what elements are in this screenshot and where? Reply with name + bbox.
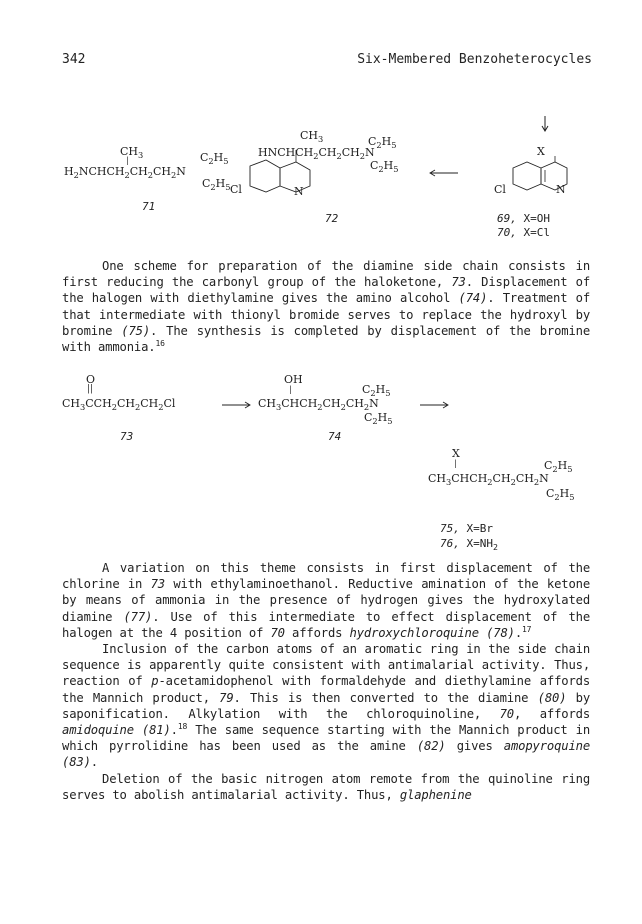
quinoline-72-icon — [238, 158, 328, 198]
footnote-17: 17 — [522, 624, 532, 634]
p2-d: affords — [284, 625, 350, 640]
label-76-num: 76, — [440, 537, 460, 550]
p3-drug1: amidoquine (81) — [62, 723, 171, 738]
c74-formula: $CH_3CHCH_2CH_2CH_2N$ — [258, 397, 379, 413]
c75-x: X — [452, 447, 460, 460]
c72-cl: Cl — [230, 183, 242, 196]
p2-ref-70: 70 — [270, 625, 285, 640]
p2-c: . Use of this intermediate to effect displacement of the halogen at the 4 position of — [62, 609, 591, 640]
p3-ref-79: 79 — [219, 690, 234, 705]
p3-f: . — [170, 723, 178, 738]
p2-b: with ethylaminoethanol. Reductive amination of the ketone by means of ammonia in the presence of hydrogen gives the hydroxylated diamine — [62, 577, 591, 624]
label-69-num: 69, — [497, 212, 517, 225]
label-70-sub: X=Cl — [523, 226, 550, 239]
label-76 — [440, 537, 498, 553]
para1-text-b: . Displacement of the halogen with diethylamine gives the amino alcohol — [62, 275, 591, 306]
c69-n: N — [556, 183, 566, 196]
label-74: 74 — [328, 430, 342, 443]
body-text — [62, 560, 590, 803]
label-69 — [497, 212, 550, 225]
c71-et1: $C_2H_5$ — [200, 151, 229, 167]
c69-cl: Cl — [494, 183, 506, 196]
c73-double-bond: || — [87, 384, 94, 394]
ref-75: (75) — [121, 323, 151, 338]
footnote-16: 16 — [155, 338, 165, 348]
p3-c: . This is then converted to the diamine — [233, 690, 538, 705]
label-70 — [497, 226, 550, 239]
p2-ref-73: 73 — [150, 577, 165, 592]
p3-b: -acetamidophenol with formaldehyde and diethylamine affords the Mannich product, — [62, 674, 590, 705]
footnote-18: 18 — [177, 721, 188, 731]
c74-et2: $C_2H_5$ — [364, 411, 393, 427]
c74-oh: OH — [284, 373, 303, 386]
c71-ch3: $CH_3$ — [120, 145, 144, 161]
p2-a: A variation on this theme consists in first displacement of the chlorine in — [62, 561, 590, 592]
p2-e: . — [514, 625, 522, 640]
p3-d: by saponification. Alkylation with the chloroquinoline, — [62, 690, 591, 721]
p3-h: gives — [445, 739, 504, 754]
c72-chain: $HNCHCH_2CH_2CH_2N$ — [258, 146, 375, 162]
left-arrow-icon — [428, 168, 460, 178]
paragraph-3 — [62, 641, 590, 771]
c71-bond: | — [126, 156, 129, 165]
p3-i: . — [90, 755, 98, 770]
p3-drug2: amopyroquine (83) — [62, 739, 591, 770]
p2-drug: hydroxychloroquine (78) — [349, 625, 515, 640]
label-76-sub: $X=NH_2$ — [466, 537, 498, 553]
c69-x: X — [537, 145, 545, 158]
p4-drug: glaphenine — [399, 787, 472, 802]
c75-et1: $C_2H_5$ — [544, 459, 573, 475]
label-70-num: 70, — [497, 226, 517, 239]
p3-g: The same sequence starting with the Mannich product in which pyrrolidine has been used as the amine — [62, 723, 591, 754]
label-75-num: 75, — [440, 522, 460, 535]
running-title: Six-Membered Benzoheterocycles — [357, 52, 592, 67]
c73-o: O — [86, 373, 96, 386]
p3-ref-80: (80) — [537, 690, 567, 705]
p4-a: Deletion of the basic nitrogen atom remote from the quinoline ring serves to abolish antimalarial activity. Thus, — [62, 771, 590, 802]
quinoline-69-icon — [505, 156, 585, 196]
p3-ref-70: 70 — [499, 706, 514, 721]
para1-text-d: . The synthesis is completed by displacement of the bromine with ammonia. — [62, 323, 591, 355]
c72-et1: $C_2H_5$ — [368, 135, 397, 151]
p3-p: p — [151, 674, 159, 689]
p3-ref-82: (82) — [416, 739, 446, 754]
p2-ref-77: (77) — [123, 609, 153, 624]
label-72: 72 — [325, 212, 339, 225]
c72-n: N — [294, 185, 304, 198]
para1-text-a: One scheme for preparation of the diamine side chain consists in first reducing the carbonyl group of the haloketone, — [62, 259, 590, 290]
c72-et2: $C_2H_5$ — [370, 159, 399, 175]
p3-a: Inclusion of the carbon atoms of an aromatic ring in the side chain sequence is apparently quite consistent with antimalarial activity. Thus, reaction of — [62, 642, 590, 689]
c71-backbone: $H_2NCHCH_2CH_2CH_2N$ — [64, 165, 186, 181]
label-71: 71 — [142, 200, 156, 213]
label-75 — [440, 522, 493, 535]
c73-formula: $CH_3CCH_2CH_2CH_2Cl$ — [62, 397, 176, 413]
paragraph-2 — [62, 560, 590, 641]
right-arrow-icon-2 — [420, 400, 450, 410]
label-69-sub: X=OH — [523, 212, 550, 225]
ref-74: (74) — [458, 291, 488, 306]
p3-e: , affords — [513, 706, 591, 721]
paragraph-4 — [62, 771, 590, 803]
ref-73: 73 — [451, 275, 466, 290]
c71-et2: $C_2H_5$ — [202, 177, 231, 193]
c74-et1: $C_2H_5$ — [362, 383, 391, 399]
page-number: 342 — [62, 52, 86, 67]
label-75-sub: X=Br — [466, 522, 493, 535]
c75-bond: | — [454, 459, 457, 468]
c75-et2: $C_2H_5$ — [546, 487, 575, 503]
right-arrow-icon-1 — [222, 400, 252, 410]
paragraph-1 — [62, 258, 590, 355]
c72-ch3: $CH_3$ — [300, 129, 324, 145]
para1-text-c: . Treatment of that intermediate with thionyl bromide serves to replace the hydroxyl by bromine — [62, 291, 591, 338]
down-arrow-icon — [540, 116, 550, 136]
c75-formula: $CH_3CHCH_2CH_2CH_2N$ — [428, 472, 549, 488]
label-73: 73 — [120, 430, 134, 443]
c74-bond: | — [289, 385, 292, 394]
